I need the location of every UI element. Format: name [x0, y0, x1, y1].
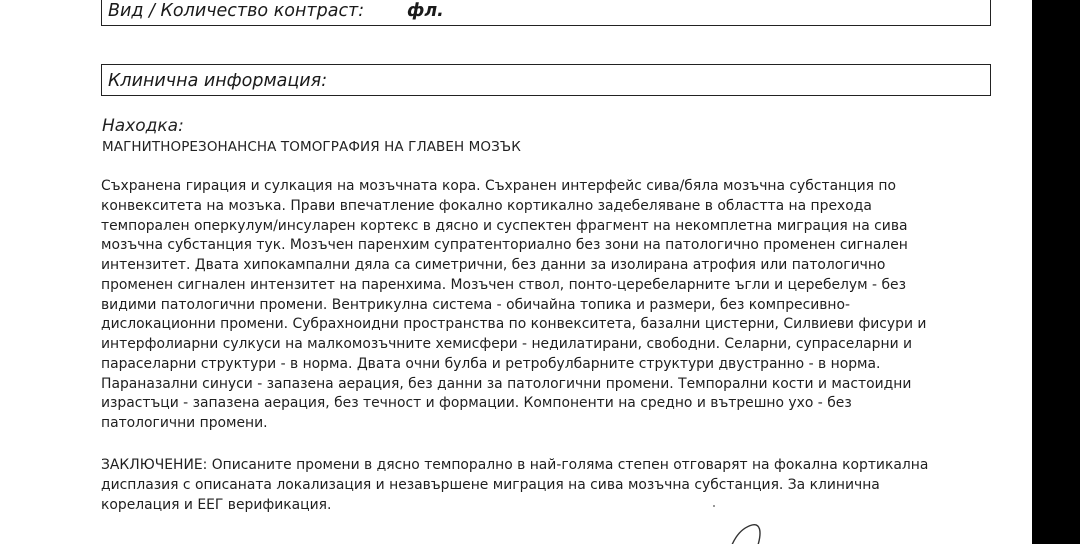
contrast-value: фл.: [407, 1, 444, 21]
contrast-label: Вид / Количество контраст:: [108, 1, 365, 21]
conclusion-line: дисплазия с описаната локализация и незавършене миграция на сива мозъчна субстанция. За клинична: [101, 476, 880, 493]
findings-line: дислокационни промени. Субрахноидни пространства по конвекситета, базални цистерни, Силвиеви фисури и: [101, 316, 927, 333]
findings-label: Находка:: [102, 116, 184, 136]
conclusion-line: корелация и ЕЕГ верификация.: [101, 496, 332, 513]
clinical-info-field: [101, 64, 991, 96]
contrast-field: [101, 0, 991, 26]
conclusion-line: ЗАКЛЮЧЕНИЕ: Описаните промени в дясно темпорално в най-голяма степен отговарят на фокална кортикална: [101, 457, 929, 473]
findings-line: интензитет. Двата хипокампални дяла са симетрични, без данни за изолирана атрофия или патологично: [101, 257, 886, 273]
findings-line: Параназални синуси - запазена аерация, без данни за патологични промени. Темпорални кости и мастоидни: [101, 375, 912, 392]
findings-line: променен сигнален интензитет на паренхима. Мозъчен ствол, понто-церебеларните ъгли и церебелум - без: [101, 276, 906, 293]
clinical-info-label: Клинична информация:: [108, 71, 328, 91]
findings-text: [101, 177, 976, 434]
exam-title: МАГНИТНОРЕЗОНАНСНА ТОМОГРАФИЯ НА ГЛАВЕН МОЗЪК: [102, 139, 521, 155]
findings-line: конвекситета на мозъка. Прави впечатление фокално кортикално задебеляване в областта на прехода: [101, 197, 872, 214]
findings-line: видими патологични промени. Вентрикулна система - обичайна топика и размери, без компресивно-: [101, 296, 851, 313]
findings-line: патологични промени.: [101, 415, 268, 431]
scan-speck: [713, 505, 715, 507]
signature-stroke: [718, 515, 778, 544]
findings-line: интерфолиарни сулкуси на малкомозъчните хемисфери - недилатирани, свободни. Селарни, супраселарни и: [101, 336, 913, 352]
findings-line: Съхранена гирация и сулкация на мозъчната кора. Съхранен интерфейс сива/бяла мозъчна субстанция по: [101, 178, 897, 194]
findings-line: израстъци - запазена аерация, без течност и формации. Компоненти на средно и вътрешно ухо - без: [101, 395, 852, 412]
findings-line: мозъчна субстанция тук. Мозъчен паренхим супратенториално без зони на патологично променен сигнален: [101, 237, 908, 254]
findings-line: темпорален оперкулум/инсуларен кортекс в дясно и суспектен фрагмент на некомплетна миграция на сива: [101, 217, 908, 234]
conclusion-text: [101, 456, 976, 515]
findings-line: параселарни структури - в норма. Двата очни булба и ретробулбарните структури двустранно - в норма.: [101, 355, 881, 372]
